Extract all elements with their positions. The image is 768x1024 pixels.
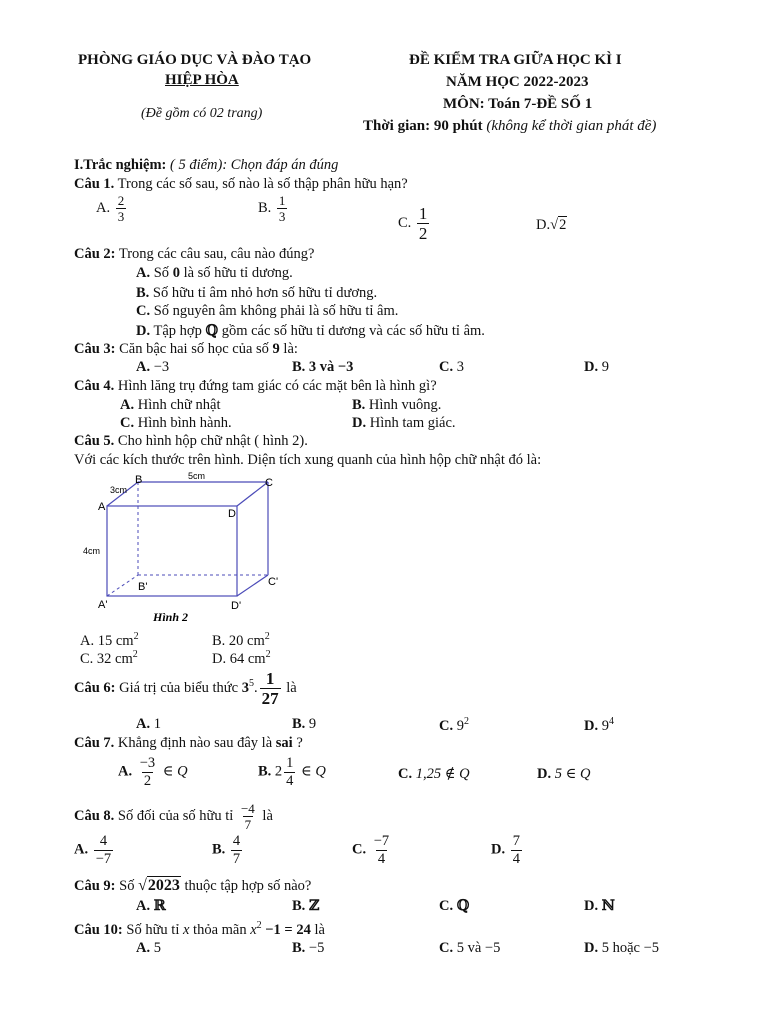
q9-option-b[interactable] [292, 897, 320, 915]
vertex-c1: C' [268, 576, 279, 588]
q1-option-c-key: C. [398, 214, 412, 231]
q9-b-val: ℤ [308, 897, 320, 914]
q2-c-key: C. [136, 303, 151, 319]
q6-label: Câu 6: [74, 679, 116, 696]
q8-d-fraction [511, 834, 522, 866]
q7-a-den: 2 [143, 772, 152, 789]
q7-a-key: A. [118, 763, 133, 780]
q7-option-b[interactable] [258, 756, 326, 788]
q2-stem [74, 246, 314, 263]
q4-label: Câu 4. [74, 378, 115, 394]
q1-d-sqrt: √2 [550, 217, 567, 233]
q1-option-d[interactable] [536, 217, 567, 234]
q7-option-c[interactable] [398, 766, 470, 783]
q2-d-text1: Tập hợp [153, 323, 202, 339]
q5-b-text: B. 20 cm [212, 632, 265, 649]
q10-b-key: B. [292, 940, 306, 956]
q3-text: Căn bậc hai số học của số [119, 341, 269, 357]
q5-stem-2: Với các kích thước trên hình. Diện tích xung quanh của hình hộp chữ nhật đó là: [74, 452, 542, 468]
q8-den: 7 [244, 817, 252, 832]
q8-c-key: C. [352, 841, 367, 858]
height-label: 4cm [83, 546, 101, 556]
q8-fraction [239, 802, 257, 831]
q6-den: 27 [261, 689, 279, 708]
subject-line: MÔN: Toán 7-ĐỀ SỐ 1 [443, 96, 593, 112]
q5-a-text: A. 15 cm [80, 632, 134, 649]
q8-option-a[interactable] [74, 834, 115, 866]
q1-text: Trong các số sau, số nào là số thập phân hữu hạn? [117, 176, 408, 192]
q3-c-key: C. [439, 359, 454, 375]
q8-b-num: 4 [232, 833, 241, 849]
q6-b-val: 9 [308, 716, 317, 732]
q6-option-b[interactable] [292, 716, 316, 733]
q3-a-val: −3 [153, 359, 170, 375]
q2-a-text1: Số [153, 265, 170, 281]
q3-d-key: D. [584, 359, 599, 375]
page-count-note: (Đề gồm có 02 trang) [141, 106, 263, 121]
vertex-a: A [98, 501, 106, 513]
q7-b-fraction [284, 756, 295, 788]
q3-option-d[interactable] [584, 359, 609, 376]
q7-text2: ? [296, 735, 303, 751]
q8-a-num: 4 [99, 833, 108, 849]
q6-option-a[interactable] [136, 716, 161, 733]
q3-c-val: 3 [456, 359, 464, 375]
q5-label: Câu 5. [74, 433, 115, 449]
q6-option-c[interactable] [439, 716, 469, 735]
q4-d-key: D. [352, 415, 367, 431]
vertex-d: D [228, 508, 236, 520]
q7-label: Câu 7. [74, 735, 115, 751]
q2-d-key: D. [136, 323, 151, 339]
q7-b-rel: ∈ Q [301, 763, 326, 780]
q6-a-val: 1 [153, 716, 161, 732]
q1-c-num: 1 [418, 204, 428, 223]
q4-a-key: A. [120, 397, 135, 413]
q9-option-c[interactable] [439, 897, 469, 915]
q9-d-val: ℕ [601, 897, 615, 914]
q5-option-d[interactable] [212, 649, 271, 668]
q2-text: Trong các câu sau, câu nào đúng? [118, 246, 315, 262]
q8-d-num: 7 [512, 833, 520, 849]
front-face [107, 506, 237, 596]
q1-option-b[interactable] [258, 194, 289, 223]
q7-c-val: 1,25 ∉ Q [415, 766, 470, 782]
q4-a-text: Hình chữ nhật [137, 397, 221, 413]
q8-d-den: 4 [512, 850, 520, 867]
q4-c-key: C. [120, 415, 135, 431]
department-name: PHÒNG GIÁO DỤC VÀ ĐÀO TẠO [78, 52, 312, 68]
q1-b-num: 1 [278, 193, 286, 208]
q6-option-d[interactable] [584, 716, 614, 735]
q8-a-den: −7 [95, 850, 112, 867]
q6-text: Giá trị của biểu thức [119, 679, 239, 696]
q8-a-key: A. [74, 841, 89, 858]
q4-option-a[interactable] [120, 397, 221, 414]
q9-c-key: C. [439, 898, 454, 914]
q4-option-c[interactable] [120, 415, 232, 432]
q10-text2: thỏa mãn [193, 921, 247, 938]
q7-a-num: −3 [139, 755, 156, 771]
q8-b-den: 7 [232, 850, 241, 867]
q7-b-num: 1 [286, 755, 294, 771]
time-label: Thời gian: 90 phút [363, 118, 483, 134]
vertex-c: C [265, 477, 273, 489]
q10-c-key: C. [439, 940, 454, 956]
q2-option-b[interactable] [136, 285, 377, 302]
edge-d1c1 [237, 575, 268, 596]
q10-c-val: 5 và −5 [456, 940, 501, 956]
q10-option-d[interactable] [584, 940, 659, 957]
q10-label: Câu 10: [74, 921, 123, 938]
q6-d-exp: 4 [608, 716, 614, 727]
q2-b-text: Số hữu tỉ âm nhỏ hơn số hữu tỉ dương. [152, 285, 378, 301]
q3-a-key: A. [136, 359, 151, 375]
q10-text: Số hữu tỉ [126, 921, 180, 938]
q3-text2: là: [283, 341, 298, 357]
q7-a-fraction [138, 756, 157, 788]
section-title [74, 157, 338, 174]
q3-d-val: 9 [601, 359, 609, 375]
hidden-edge-a1b1 [107, 575, 138, 596]
q10-eq-rest: −1 = 24 [265, 921, 311, 938]
q6-d-val: 9 [601, 717, 609, 734]
q7-option-a[interactable] [118, 756, 188, 788]
q7-stem [74, 735, 303, 752]
q3-option-a[interactable] [136, 359, 169, 376]
q2-b-key: B. [136, 285, 150, 301]
q1-c-den: 2 [418, 224, 428, 243]
q8-option-c[interactable] [352, 834, 393, 866]
vertex-b: B [135, 474, 143, 486]
q5-c-sq: 2 [132, 649, 138, 660]
q10-option-a[interactable] [136, 940, 161, 957]
q9-text2: thuộc tập hợp số nào? [184, 878, 312, 894]
q5-option-b[interactable] [212, 631, 270, 650]
q2-label: Câu 2: [74, 246, 116, 262]
q1-stem [74, 176, 408, 193]
exam-title: ĐỀ KIỂM TRA GIỮA HỌC KÌ I [409, 52, 622, 68]
q2-d-set: ℚ [205, 322, 219, 339]
q7-sai: sai [275, 735, 293, 751]
figure-caption: Hình 2 [153, 610, 189, 624]
q1-a-fraction [116, 194, 127, 223]
q4-c-text: Hình bình hành. [137, 415, 232, 431]
q4-option-d[interactable] [352, 415, 456, 432]
q1-b-den: 3 [278, 209, 286, 224]
q4-option-b[interactable] [352, 397, 441, 414]
q8-c-num: −7 [373, 833, 390, 849]
q8-text: Số đối của số hữu tỉ [117, 807, 234, 824]
q5-c-text: C. 32 cm [80, 650, 133, 667]
q1-b-fraction [277, 194, 288, 223]
q1-d-rad: 2 [559, 217, 567, 233]
q9-text: Số [119, 878, 135, 894]
q2-a-text2: là số hữu tỉ dương. [183, 265, 293, 281]
q8-a-fraction [94, 834, 113, 866]
edge-dc [237, 482, 268, 506]
vertex-d1: D' [231, 600, 242, 612]
q7-b-den: 4 [286, 772, 294, 789]
q3-b-val: 3 và −3 [308, 359, 354, 375]
q4-stem [74, 378, 437, 395]
q7-d-val: 5 ∈ Q [554, 766, 591, 782]
q4-b-text: Hình vuông. [368, 397, 442, 413]
q9-rad: 2023 [147, 877, 180, 894]
q5-b-sq: 2 [264, 631, 270, 642]
vertex-b1: B' [138, 581, 148, 593]
q6-a-key: A. [136, 716, 151, 732]
q10-eq-x: x [250, 921, 257, 938]
q1-a-num: 2 [117, 193, 125, 208]
q10-a-val: 5 [153, 940, 161, 956]
q6-fraction [260, 670, 281, 707]
q7-a-rel: ∈ Q [162, 763, 188, 780]
q2-option-a[interactable] [136, 265, 293, 282]
q1-a-den: 3 [117, 209, 125, 224]
q9-b-key: B. [292, 898, 306, 914]
q7-text: Khẳng định nào sau đây là [117, 735, 273, 751]
q8-num: −4 [240, 801, 255, 816]
q5-option-c[interactable] [80, 649, 138, 668]
q10-option-c[interactable] [439, 940, 500, 957]
q7-c-key: C. [398, 766, 413, 782]
q6-base: 3 [241, 679, 249, 696]
q1-option-a-key: A. [96, 199, 111, 216]
q8-d-key: D. [491, 841, 506, 858]
q3-stem [74, 341, 298, 358]
time-note: (không kể thời gian phát đề) [486, 118, 657, 134]
q6-d-key: D. [584, 717, 599, 734]
q4-b-key: B. [352, 397, 366, 413]
box-figure [80, 470, 300, 630]
section-label: I.Trắc nghiệm: [74, 157, 167, 173]
district-name: HIỆP HÒA [165, 72, 239, 88]
q2-c-text: Số nguyên âm không phải là số hữu tỉ âm. [153, 303, 399, 319]
q3-option-c[interactable] [439, 359, 464, 376]
q3-option-b[interactable] [292, 359, 353, 376]
q2-d-text2: gồm các số hữu tỉ dương và các số hữu tỉ âm. [221, 323, 485, 339]
q8-label: Câu 8. [74, 807, 115, 824]
q7-b-int: 2 [274, 763, 283, 780]
q7-option-d[interactable] [537, 766, 590, 783]
q2-a-key: A. [136, 265, 151, 281]
q5-a-sq: 2 [133, 631, 139, 642]
q9-option-a[interactable] [136, 897, 166, 915]
q1-option-d-key: D. [536, 217, 551, 233]
q4-text: Hình lăng trụ đứng tam giác có các mặt bên là hình gì? [117, 378, 437, 394]
q8-text2: là [262, 807, 273, 824]
q10-text3: là [314, 921, 325, 938]
q2-a-zero: 0 [172, 265, 180, 281]
q8-option-b[interactable] [212, 834, 244, 866]
q5-text: Cho hình hộp chữ nhật ( hình 2). [117, 433, 308, 449]
q3-label: Câu 3: [74, 341, 116, 357]
q8-b-fraction [231, 834, 242, 866]
q5-option-a[interactable] [80, 631, 139, 650]
q5-stem [74, 433, 308, 450]
q3-b-key: B. [292, 359, 306, 375]
q6-c-val: 9 [456, 717, 464, 734]
q10-b-val: −5 [308, 940, 325, 956]
q7-d-key: D. [537, 766, 552, 782]
q2-option-d[interactable] [136, 322, 485, 340]
q6-text2: là [286, 679, 297, 696]
q8-option-d[interactable] [491, 834, 524, 866]
school-year: NĂM HỌC 2022-2023 [446, 74, 589, 90]
q10-d-val: 5 hoặc −5 [601, 940, 660, 956]
q9-sqrt: √2023 [138, 877, 180, 894]
q10-a-key: A. [136, 940, 151, 956]
q10-option-b[interactable] [292, 940, 324, 957]
q2-option-c[interactable] [136, 303, 398, 320]
section-note: ( 5 điểm): Chọn đáp án đúng [170, 157, 339, 173]
q1-label: Câu 1. [74, 176, 115, 192]
q6-num: 1 [265, 669, 275, 688]
q6-exp: 5 [248, 678, 254, 689]
length-label: 5cm [188, 471, 206, 481]
q6-b-key: B. [292, 716, 306, 732]
q3-num: 9 [272, 341, 280, 357]
q10-d-key: D. [584, 940, 599, 956]
time-line [363, 118, 656, 135]
q9-label: Câu 9: [74, 878, 116, 894]
q9-option-d[interactable] [584, 897, 615, 915]
q9-c-val: ℚ [456, 897, 470, 914]
q6-stem: Câu 6: Giá trị của biểu thức $3^5$. $\frac{1}{27}$ là [74, 669, 297, 708]
q10-stem [74, 920, 325, 939]
q5-d-text: D. 64 cm [212, 650, 266, 667]
width-label: 3cm [110, 485, 128, 495]
q10-var: x [182, 921, 190, 938]
q8-stem [74, 802, 273, 831]
q8-c-fraction [372, 834, 391, 866]
q1-option-c[interactable] [398, 205, 431, 242]
q10-eq-exp: 2 [256, 920, 262, 931]
vertex-a1: A' [98, 599, 108, 611]
q1-c-fraction [417, 205, 430, 242]
q1-option-b-key: B. [258, 199, 272, 216]
q5-d-sq: 2 [265, 649, 271, 660]
q9-a-val: ℝ [153, 897, 166, 914]
q9-stem [74, 877, 311, 895]
q7-b-key: B. [258, 763, 272, 780]
q4-d-text: Hình tam giác. [369, 415, 456, 431]
q1-option-a[interactable] [96, 194, 128, 223]
q8-c-den: 4 [377, 850, 386, 867]
q8-b-key: B. [212, 841, 226, 858]
q9-d-key: D. [584, 898, 599, 914]
q6-c-exp: 2 [463, 716, 469, 727]
q9-a-key: A. [136, 898, 151, 914]
q6-c-key: C. [439, 717, 454, 734]
